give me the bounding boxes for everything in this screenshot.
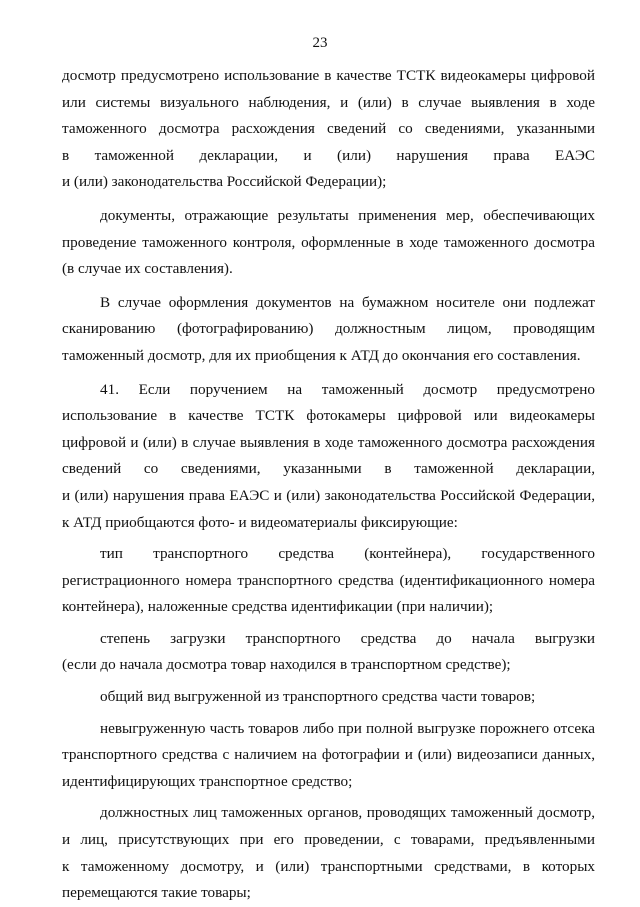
document-body	[62, 63, 595, 907]
text-line: контейнера), наложенные средства идентификации (при наличии);	[62, 598, 494, 616]
paragraph-4	[62, 377, 595, 537]
text-line: или системы визуального наблюдения, и (или) в случае выявления в ходе	[62, 93, 595, 111]
text-line: использование в качестве ТСТК фотокамеры цифровой или видеокамеры	[62, 407, 595, 425]
text-line: (в случае их составления).	[62, 260, 233, 278]
paragraph-9	[62, 800, 595, 906]
paragraph-1	[62, 63, 595, 196]
paragraph-7	[62, 684, 595, 711]
text-line: в таможенной декларации, и (или) нарушения права ЕАЭС	[62, 146, 595, 164]
text-line: таможенного досмотра расхождения сведений со сведениями, указанными	[62, 120, 595, 138]
text-line: и (или) нарушения права ЕАЭС и (или) законодательства Российской Федерации,	[62, 486, 595, 504]
paragraph-5	[62, 541, 595, 621]
paragraph-2	[62, 203, 595, 283]
page-number: 23	[312, 35, 328, 51]
text-line: идентифицирующих транспортное средство;	[62, 772, 353, 790]
text-line: к таможенному досмотру, и (или) транспортными средствами, в которых	[62, 857, 595, 875]
text-line: и (или) законодательства Российской Федерации);	[62, 173, 387, 191]
text-line: досмотр предусмотрено использование в качестве ТСТК видеокамеры цифровой	[62, 67, 595, 84]
text-line: невыгруженную часть товаров либо при полной выгрузке порожнего отсека	[100, 719, 595, 737]
text-line: цифровой и (или) в случае выявления в ходе таможенного досмотра расхождения	[62, 433, 595, 451]
text-line: таможенный досмотр, для их приобщения к АТД до окончания его составления.	[62, 346, 581, 364]
text-line: степень загрузки транспортного средства до начала выгрузки	[100, 629, 595, 647]
text-line: 41. Если поручением на таможенный досмотр предусмотрено	[100, 380, 595, 398]
text-line: должностных лиц таможенных органов, проводящих таможенный досмотр,	[100, 804, 595, 822]
text-line: сканированию (фотографированию) должностным лицом, проводящим	[62, 320, 595, 338]
text-line: проведение таможенного контроля, оформленные в ходе таможенного досмотра	[62, 233, 595, 251]
text-line: тип транспортного средства (контейнера), государственного	[100, 545, 595, 563]
text-line: к АТД приобщаются фото- и видеоматериалы фиксирующие:	[62, 513, 458, 531]
paragraph-6	[62, 626, 595, 679]
paragraph-3	[62, 290, 595, 370]
text-line: документы, отражающие результаты применения мер, обеспечивающих	[100, 206, 595, 224]
text-line: регистрационного номера транспортного средства (идентификационного номера	[62, 571, 595, 589]
text-line: (если до начала досмотра товар находился в транспортном средстве);	[62, 656, 511, 674]
paragraph-8	[62, 716, 595, 796]
text-line: и лиц, присутствующих при его проведении, с товарами, предъявленными	[62, 831, 595, 849]
text-line: сведений со сведениями, указанными в таможенной декларации,	[62, 460, 595, 478]
text-line: транспортного средства с наличием на фотографии и (или) видеозаписи данных,	[62, 746, 595, 764]
text-line: перемещаются такие товары;	[62, 884, 251, 902]
text-line: В случае оформления документов на бумажном носителе они подлежат	[100, 293, 595, 311]
text-line: общий вид выгруженной из транспортного средства части товаров;	[100, 688, 536, 706]
